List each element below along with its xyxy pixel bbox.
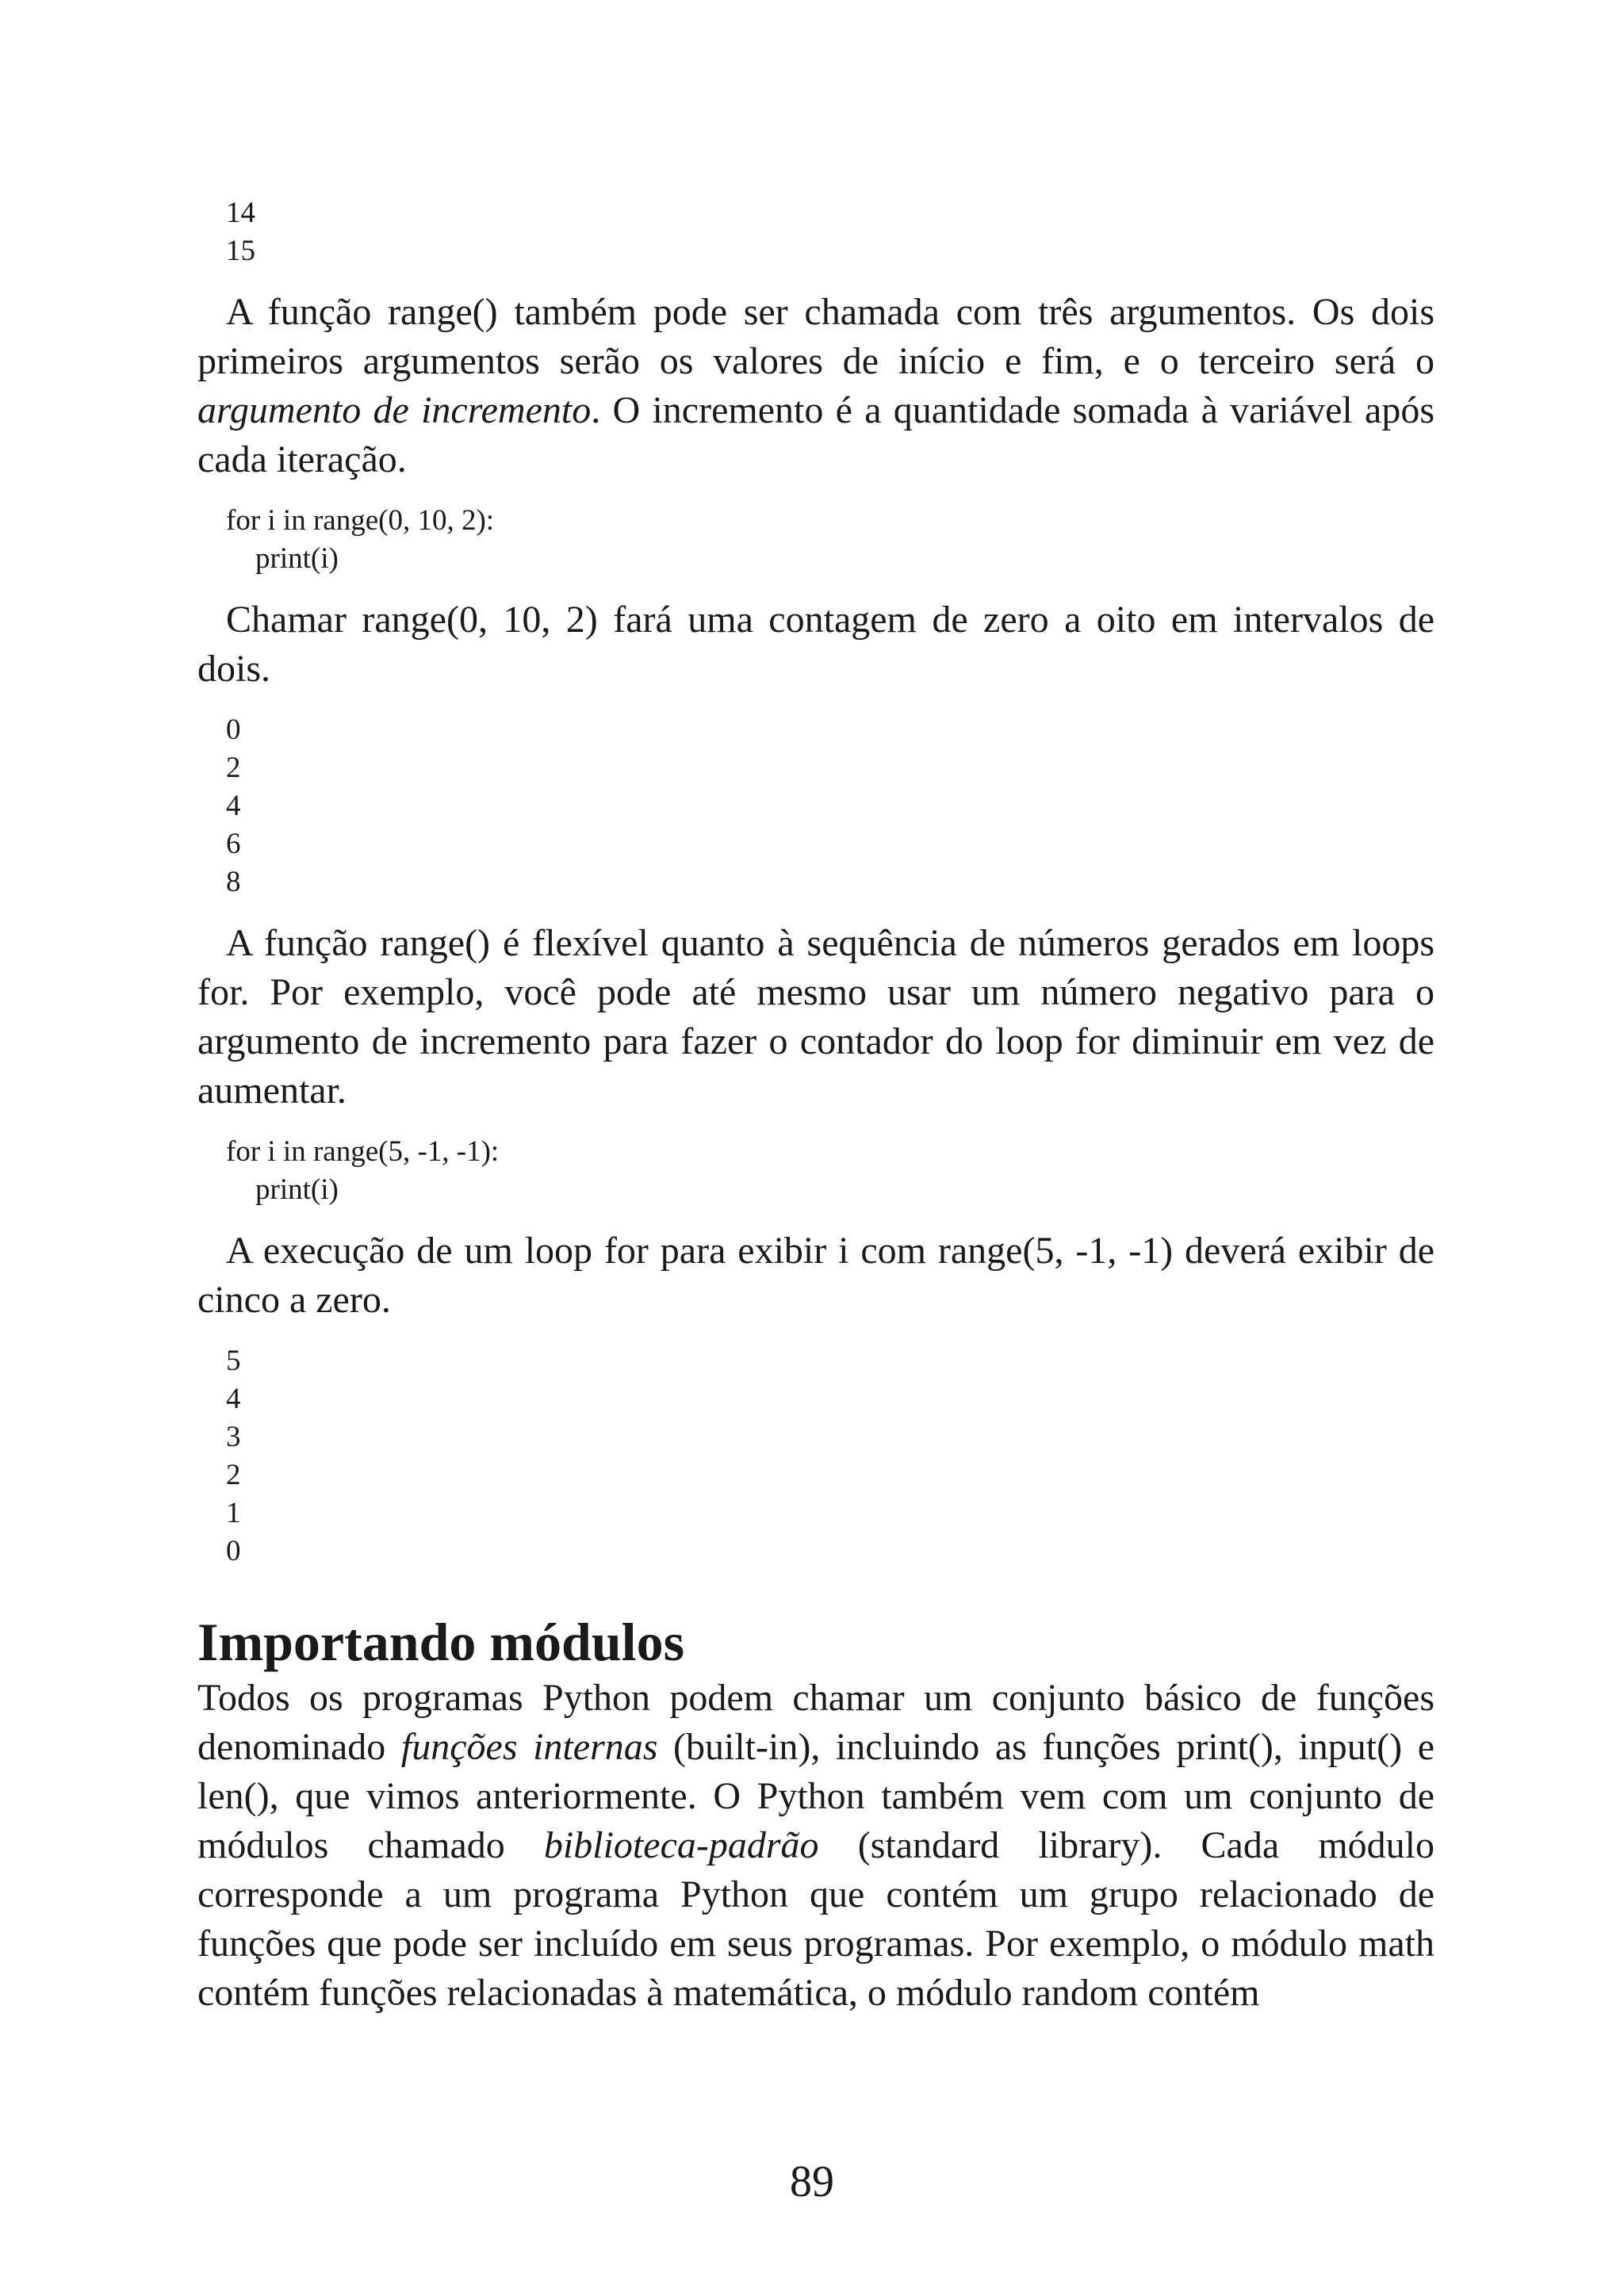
output-line: 0 bbox=[226, 714, 241, 746]
paragraph-text: A função range() também pode ser chamada com três argumentos. Os dois primeiros argumentos serão os valores de início e fim, e o terceiro será o bbox=[197, 291, 1434, 382]
code-line: for i in range(0, 10, 2): bbox=[226, 504, 495, 537]
emphasized-term: biblioteca-padrão bbox=[543, 1824, 819, 1866]
emphasized-term: funções internas bbox=[400, 1726, 658, 1768]
output-line: 14 bbox=[226, 197, 255, 229]
output-line: 1 bbox=[226, 1497, 241, 1529]
output-line: 3 bbox=[226, 1421, 241, 1453]
output-line: 6 bbox=[226, 828, 241, 860]
paragraph-text: (built-in), incluindo as funções print(), input() e len(), que vimos anteriormente. O Python também vem com um conjunto de módulos chamado bbox=[197, 1726, 1435, 1866]
code-line: for i in range(5, -1, -1): bbox=[226, 1135, 500, 1168]
output-line: 15 bbox=[226, 235, 255, 267]
page-content bbox=[197, 194, 1434, 2018]
paragraph-text: . O incremento é a quantidade somada à variável após cada iteração. bbox=[197, 389, 1434, 480]
paragraph-range-negative: A execução de um loop for para exibir i com range(5, -1, -1) deverá exibir de cinco a zero. bbox=[197, 1230, 1434, 1321]
output-line: 2 bbox=[226, 1459, 241, 1491]
output-line: 5 bbox=[226, 1345, 241, 1377]
paragraph-range-step-two: Chamar range(0, 10, 2) fará uma contagem de zero a oito em intervalos de dois. bbox=[197, 599, 1434, 690]
output-line: 0 bbox=[226, 1535, 241, 1567]
paragraph-modules bbox=[197, 1674, 1434, 2018]
emphasized-term: argumento de incremento bbox=[197, 389, 592, 431]
output-line: 8 bbox=[226, 866, 241, 898]
code-line: print(i) bbox=[255, 542, 339, 575]
section-heading: Importando módulos bbox=[197, 1612, 685, 1672]
page-number: 89 bbox=[790, 2157, 834, 2206]
paragraph-text: (standard library). Cada módulo corresponde a um programa Python que contém um grupo relacionado de funções que pode ser incluído em seus programas. Por exemplo, o módulo math contém funções relacionadas à matemática, o módulo random contém bbox=[197, 1824, 1434, 2014]
output-line: 2 bbox=[226, 752, 241, 784]
output-line: 4 bbox=[226, 1383, 241, 1415]
paragraph-range-flexible: A função range() é flexível quanto à sequência de números gerados em loops for. Por exemplo, você pode até mesmo usar um número negativo para o argumento de incremento para fazer o contador do loop for diminuir em vez de aumentar. bbox=[197, 922, 1434, 1112]
code-line: print(i) bbox=[255, 1173, 339, 1206]
paragraph-text: Todos os programas Python podem chamar um conjunto básico de funções denominado bbox=[197, 1677, 1434, 1768]
paragraph-range-three-args bbox=[197, 288, 1434, 484]
output-line: 4 bbox=[226, 790, 241, 822]
